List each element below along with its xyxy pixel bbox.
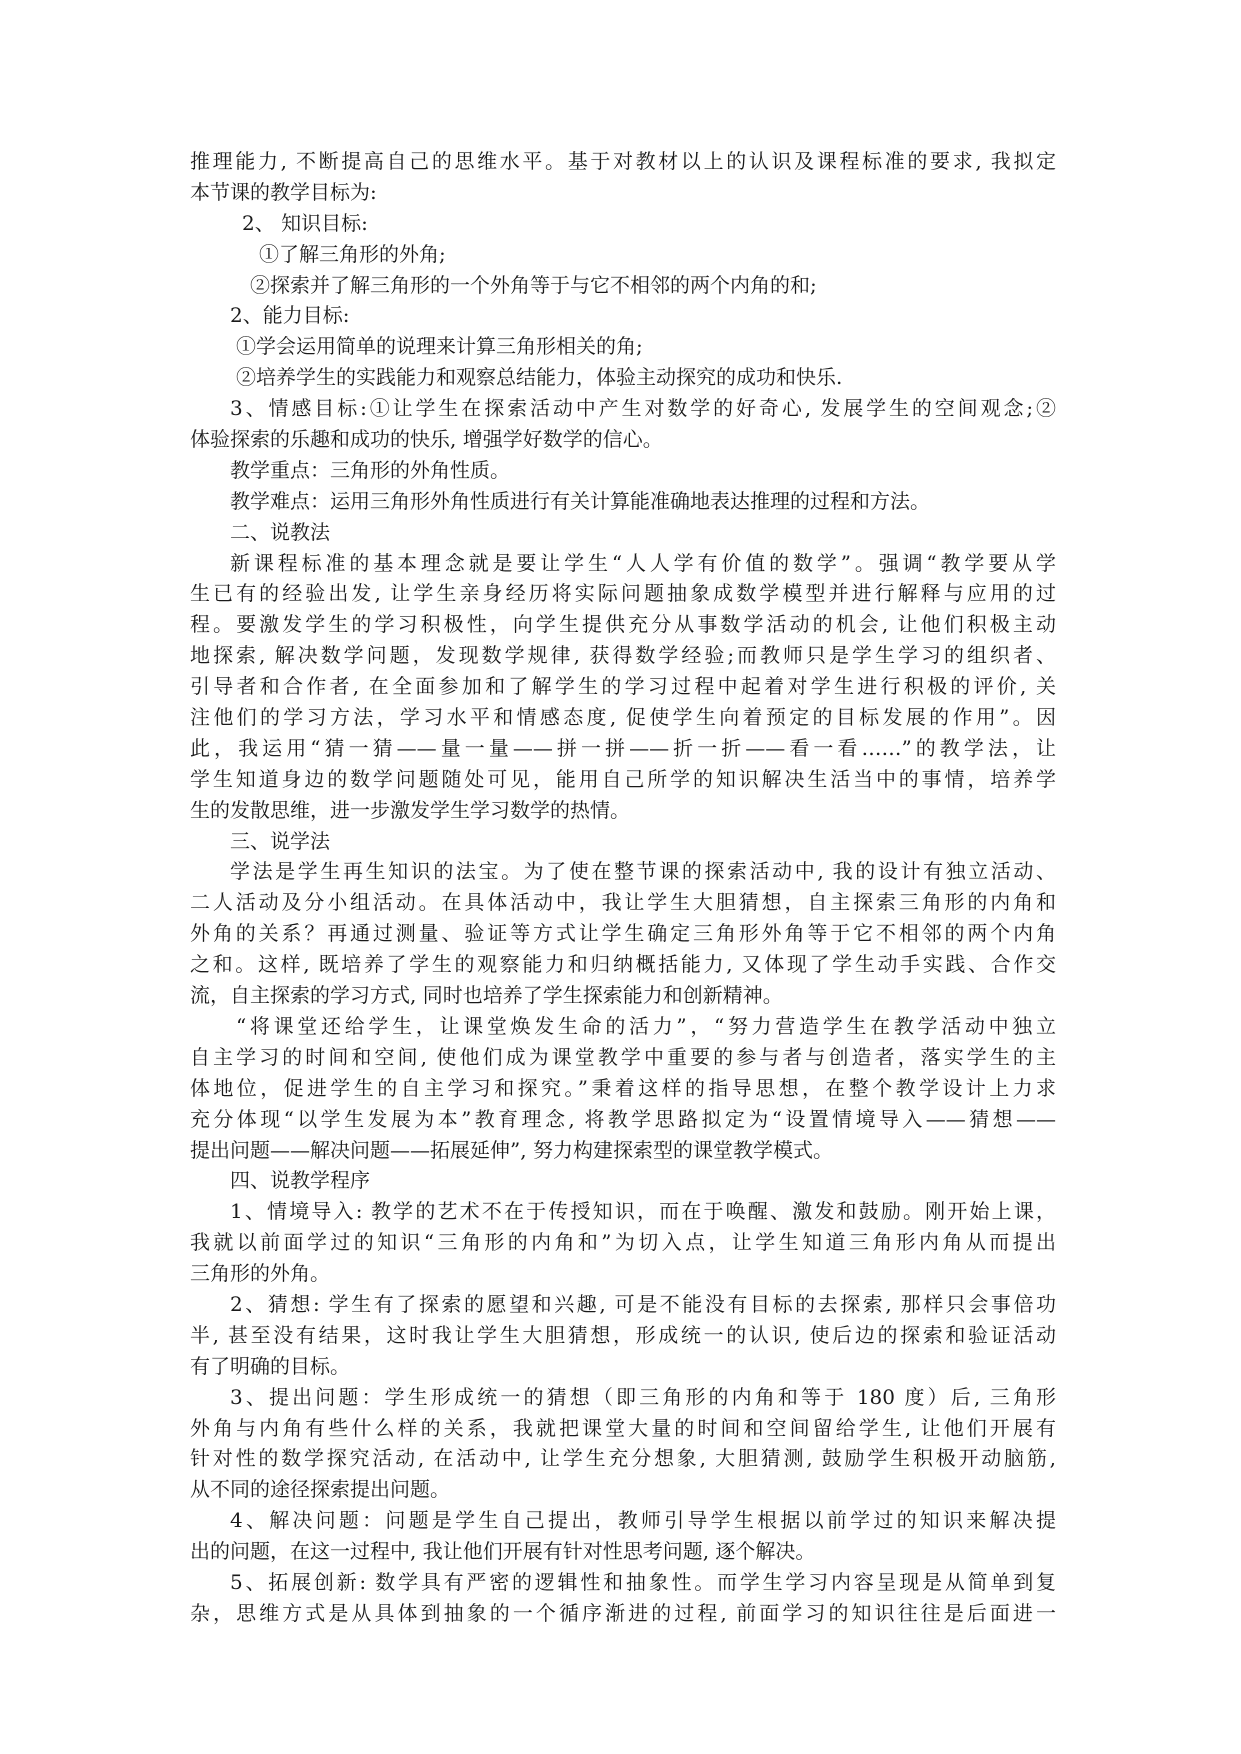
text-line: 杂，思维方式是从具体到抽象的一个循序渐进的过程, 前面学习的知识往往是后面进一	[190, 1600, 1056, 1625]
text-line: 外角与内角有些什么样的关系，我就把课堂大量的时间和空间留给学生, 让他们开展有	[190, 1415, 1056, 1440]
text-line: 教学重点：三角形的外角性质。	[230, 457, 510, 482]
text-line: 地探索, 解决数学问题，发现数学规律, 获得数学经验;而教师只是学生学习的组织者、	[190, 643, 1056, 668]
text-line: 程。要激发学生的学习积极性，向学生提供充分从事数学活动的机会, 让他们积极主动	[190, 612, 1056, 637]
document-body	[190, 146, 1056, 1629]
text-line: 教学难点：运用三角形外角性质进行有关计算能准确地表达推理的过程和方法。	[230, 488, 930, 513]
text-line: 提出问题——解决问题——拓展延伸”, 努力构建探索型的课堂教学模式。	[190, 1137, 833, 1162]
text-line: 出的问题，在这一过程中, 我让他们开展有针对性思考问题, 逐个解决。	[190, 1539, 816, 1564]
text-line: 我就以前面学过的知识“三角形的内角和”为切入点，让学生知道三角形内角从而提出	[190, 1230, 1056, 1255]
text-line: 自主学习的时间和空间, 使他们成为课堂教学中重要的参与者与创造者，落实学生的主	[190, 1044, 1056, 1069]
text-line: 之和。这样, 既培养了学生的观察能力和归纳概括能力, 又体现了学生动手实践、合作交	[190, 952, 1056, 977]
text-line: 生已有的经验出发, 让学生亲身经历将实际问题抽象成数学模型并进行解释与应用的过	[190, 581, 1056, 606]
list-item: ①学会运用简单的说理来计算三角形相关的角;	[236, 334, 643, 359]
text-line: 学法是学生再生知识的法宝。为了使在整节课的探索活动中, 我的设计有独立活动、	[230, 859, 1056, 884]
text-line: 3、情感目标:①让学生在探索活动中产生对数学的好奇心, 发展学生的空间观念;②	[230, 396, 1056, 421]
text-line: 生的发散思维，进一步激发学生学习数学的热情。	[190, 797, 630, 822]
text-line: 5、拓展创新: 数学具有严密的逻辑性和抽象性。而学生学习内容呈现是从简单到复	[230, 1569, 1056, 1594]
text-line: 充分体现“以学生发展为本”教育理念, 将教学思路拟定为“设置情境导入——猜想——	[190, 1106, 1056, 1131]
text-line: 有了明确的目标。	[190, 1353, 350, 1378]
section-heading: 2、 知识目标:	[242, 210, 368, 235]
text-line: 体地位，促进学生的自主学习和探究。”秉着这样的指导思想，在整个教学设计上力求	[190, 1075, 1056, 1100]
text-line: 外角的关系？再通过测量、验证等方式让学生确定三角形外角等于它不相邻的两个内角	[190, 921, 1056, 946]
list-item: ②探索并了解三角形的一个外角等于与它不相邻的两个内角的和;	[250, 272, 817, 297]
text-line: 4、解决问题：问题是学生自己提出，教师引导学生根据以前学过的知识来解决提	[230, 1508, 1056, 1533]
text-line: 3、提出问题：学生形成统一的猜想（即三角形的内角和等于 180 度）后, 三角形	[230, 1384, 1056, 1409]
text-line: 2、猜想: 学生有了探索的愿望和兴趣, 可是不能没有目标的去探索, 那样只会事倍功	[230, 1291, 1056, 1316]
text-line: 三角形的外角。	[190, 1261, 330, 1286]
text-line: 引导者和合作者, 在全面参加和了解学生的学习过程中起着对学生进行积极的评价, 关	[190, 674, 1056, 699]
text-line: 学生知道身边的数学问题随处可见，能用自己所学的知识解决生活当中的事情，培养学	[190, 766, 1056, 791]
section-heading: 三、说学法	[230, 828, 330, 853]
text-line: 推理能力, 不断提高自己的思维水平。基于对教材以上的认识及课程标准的要求, 我拟定	[190, 149, 1056, 173]
text-line: 针对性的数学探究活动, 在活动中, 让学生充分想象, 大胆猜测, 鼓励学生积极开动脑筋,	[190, 1446, 1056, 1471]
text-line: 半, 甚至没有结果，这时我让学生大胆猜想，形成统一的认识, 使后边的探索和验证活动	[190, 1322, 1056, 1347]
text-line: 此，我运用“猜一猜——量一量——拼一拼——折一折——看一看……”的教学法，让	[190, 735, 1056, 760]
text-line: 注他们的学习方法，学习水平和情感态度, 促使学生向着预定的目标发展的作用”。因	[190, 705, 1056, 730]
text-line: 本节课的教学目标为:	[190, 179, 377, 204]
section-heading: 四、说教学程序	[230, 1168, 370, 1193]
text-line: 1、情境导入: 教学的艺术不在于传授知识，而在于唤醒、激发和鼓励。刚开始上课，	[230, 1199, 1056, 1224]
section-heading: 二、说教法	[230, 519, 330, 544]
list-item: ②培养学生的实践能力和观察总结能力，体验主动探究的成功和快乐.	[236, 365, 843, 390]
list-item: ①了解三角形的外角;	[259, 241, 446, 266]
section-heading: 2、能力目标:	[230, 303, 350, 328]
text-line: 二人活动及分小组活动。在具体活动中，我让学生大胆猜想，自主探索三角形的内角和	[190, 890, 1056, 915]
text-line: 流，自主探索的学习方式, 同时也培养了学生探索能力和创新精神。	[190, 983, 783, 1008]
text-line: “将课堂还给学生，让课堂焕发生命的活力”，“努力营造学生在教学活动中独立	[236, 1013, 1056, 1038]
text-line: 从不同的途径探索提出问题。	[190, 1477, 450, 1502]
text-line: 体验探索的乐趣和成功的快乐, 增强学好数学的信心。	[190, 427, 663, 452]
text-line: 新课程标准的基本理念就是要让学生“人人学有价值的数学”。强调“教学要从学	[230, 550, 1056, 575]
